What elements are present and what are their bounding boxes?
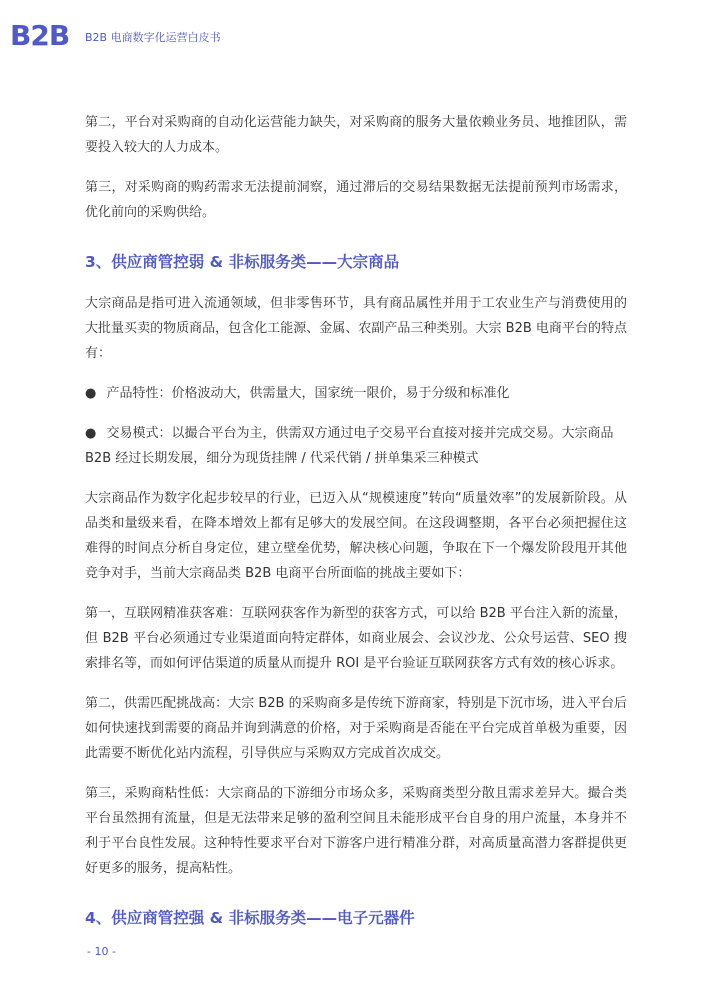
paragraph: 第二，平台对采购商的自动化运营能力缺失，对采购商的服务大量依赖业务员、地推团队，需要投入较大的人力成本。 xyxy=(85,115,627,155)
paragraph: 第一，互联网精准获客难：互联网获客作为新型的获客方式，可以给 B2B 平台注入新的流量，但 B2B 平台必须通过专业渠道面向特定群体，如商业展会、会议沙龙、公众号运营、SEO 搜索排名等，而如何评估渠道的质量从而提升 ROI 是平台验证互联网获客方式有效的核心诉求。 xyxy=(85,606,627,671)
bullet-item xyxy=(85,381,627,406)
document-body xyxy=(85,110,627,947)
header-title: B2B 电商数字化运营白皮书 xyxy=(85,31,221,44)
bullet-text: 交易模式：以撮合平台为主，供需双方通过电子交易平台直接对接并完成交易。大宗商品 B2B 经过长期发展，细分为现货挂牌 / 代采代销 / 拼单集采三种模式 xyxy=(85,426,614,466)
bullet-text: 产品特性：价格波动大，供需量大，国家统一限价，易于分级和标准化 xyxy=(106,386,510,401)
paragraph: 第二，供需匹配挑战高：大宗 B2B 的采购商多是传统下游商家，特别是下沉市场，进入平台后如何快速找到需要的商品并询到满意的价格，对于采购商是否能在平台完成首单极为重要，因此需要不断优化站内流程，引导供应与采购双方完成首次成交。 xyxy=(85,696,627,761)
b2b-logo: B2B xyxy=(10,19,70,52)
bullet-item xyxy=(85,421,627,471)
section-heading: 4、供应商管控强 & 非标服务类——电子元器件 xyxy=(85,909,415,927)
bullet-icon: ● xyxy=(85,426,97,441)
paragraph: 大宗商品作为数字化起步较早的行业，已迈入从“规模速度”转向“质量效率”的发展新阶段。从品类和量级来看，在降本增效上都有足够大的发展空间。在这段调整期，各平台必须把握住这难得的时间点分析自身定位，建立壁垒优势，解决核心问题，争取在下一个爆发阶段甩开其他竞争对手，当前大宗商品类 B2B 电商平台所面临的挑战主要如下： xyxy=(85,491,627,581)
page-header xyxy=(0,0,710,74)
page-number: - 10 - xyxy=(87,945,116,958)
paragraph: 第三，采购商粘性低：大宗商品的下游细分市场众多，采购商类型分散且需求差异大。撮合类平台虽然拥有流量，但是无法带来足够的盈利空间且未能形成平台自身的用户流量，本身并不利于平台良性发展。这种特性要求平台对下游客户进行精准分群，对高质量高潜力客群提供更好更多的服务，提高粘性。 xyxy=(85,786,627,876)
paragraph: 第三，对采购商的购药需求无法提前洞察，通过滞后的交易结果数据无法提前预判市场需求，优化前向的采购供给。 xyxy=(85,180,627,220)
section-heading: 3、供应商管控弱 & 非标服务类——大宗商品 xyxy=(85,253,400,271)
bullet-icon: ● xyxy=(85,386,97,401)
paragraph: 大宗商品是指可进入流通领域，但非零售环节，具有商品属性并用于工农业生产与消费使用的大批量买卖的物质商品，包含化工能源、金属、农副产品三种类别。大宗 B2B 电商平台的特点有： xyxy=(85,296,627,361)
